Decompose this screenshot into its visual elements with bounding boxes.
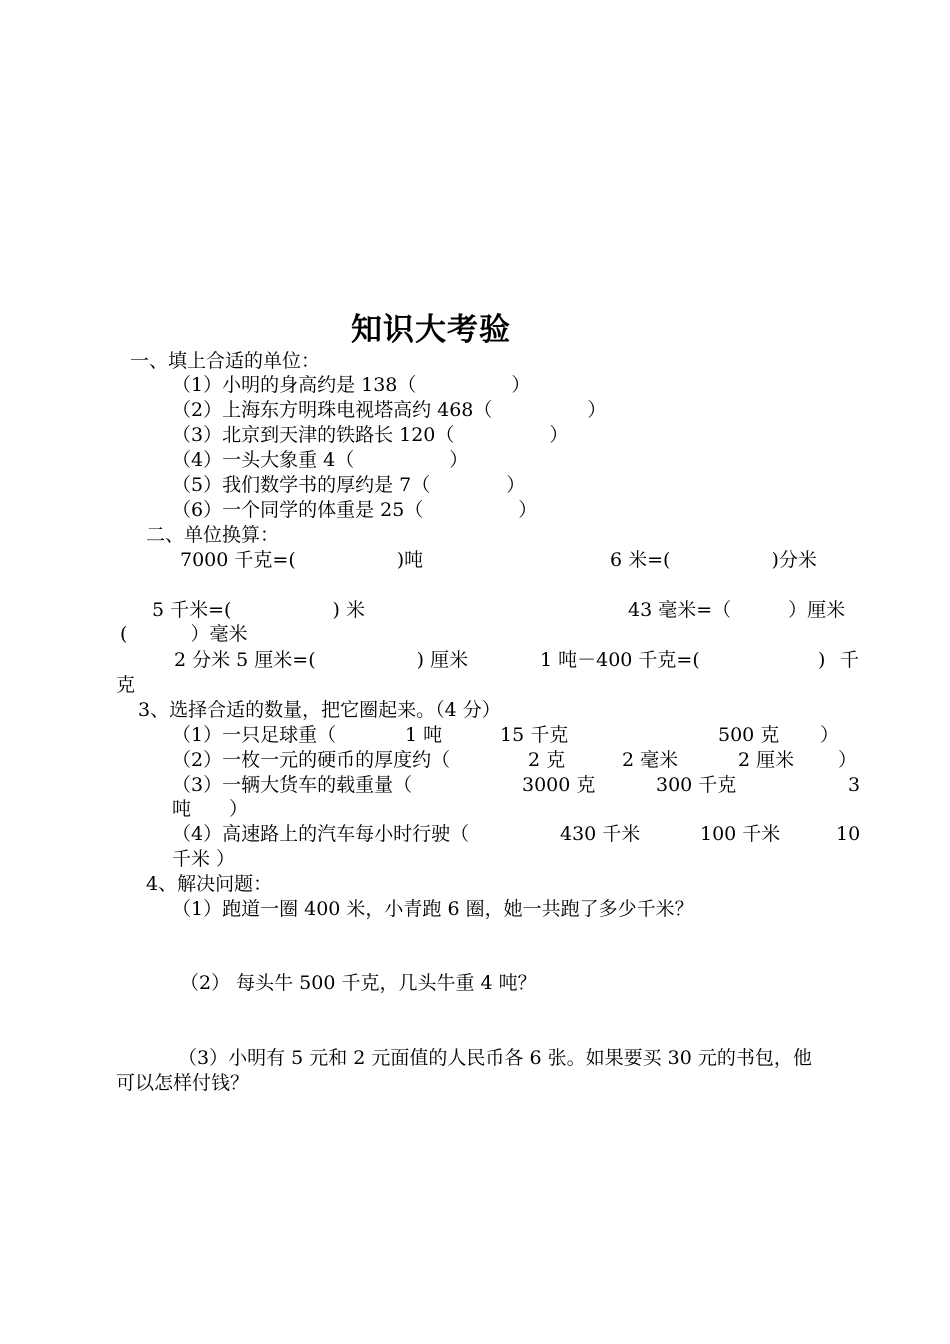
conversion-item: 5 千米=( ) 米 (152, 599, 365, 621)
choice-continuation: 吨 ） (172, 798, 249, 820)
section2-heading: 二、单位换算： (146, 524, 280, 546)
choice-option: 2 克 (528, 749, 566, 771)
choice-option: 2 厘米 (738, 749, 795, 771)
conversion-paren: ) (818, 649, 826, 671)
section1-heading: 一、填上合适的单位： (130, 350, 321, 372)
choice-option: 500 克 (718, 724, 780, 746)
conversion-item: 2 分米 5 厘米=( ) 厘米 (174, 649, 469, 671)
choice-option: 100 千米 (700, 823, 781, 845)
choice-continuation: 千米 ） (172, 848, 236, 870)
conversion-item: 6 米=( )分米 (610, 549, 817, 571)
section1-item: （1）小明的身高约是 138（ ） (172, 374, 531, 396)
conversion-item: ( ）毫米 (120, 623, 248, 645)
word-problem: （3）小明有 5 元和 2 元面值的人民币各 6 张。如果要买 30 元的书包，他 (178, 1047, 812, 1069)
choice-option: 10 (836, 823, 861, 845)
section3-heading: 3、选择合适的数量，把它圈起来。（4 分） (138, 699, 501, 721)
section4-heading: 4、解决问题： (146, 873, 273, 895)
choice-close: ） (838, 749, 858, 771)
conversion-unit: 千 (840, 649, 860, 671)
choice-option: 15 千克 (500, 724, 569, 746)
section1-item: （2）上海东方明珠电视塔高约 468（ ） (172, 399, 607, 421)
section1-item: （5）我们数学书的厚约是 7（ ） (172, 474, 526, 496)
choice-option: 300 千克 (656, 774, 737, 796)
choice-option: 1 吨 (405, 724, 443, 746)
choice-option: 430 千米 (560, 823, 641, 845)
section1-item: （4）一头大象重 4（ ） (172, 449, 469, 471)
choice-question: （3）一辆大货车的载重量（ (172, 774, 413, 796)
section1-item: （6）一个同学的体重是 25（ ） (172, 499, 538, 521)
conversion-item: 7000 千克=( )吨 (180, 549, 424, 571)
conversion-item: 1 吨－400 千克=( (540, 649, 700, 671)
choice-question: （1）一只足球重（ (172, 724, 337, 746)
conversion-item: 43 毫米=（ ）厘米 (628, 599, 846, 621)
choice-question: （4）高速路上的汽车每小时行驶（ (172, 823, 470, 845)
choice-option: 3000 克 (522, 774, 596, 796)
choice-close: ） (820, 724, 840, 746)
choice-option: 3 (848, 774, 861, 796)
word-problem-continuation: 可以怎样付钱？ (116, 1072, 250, 1094)
page-title: 知识大考验 (351, 312, 511, 348)
choice-option: 2 毫米 (622, 749, 679, 771)
word-problem: （1）跑道一圈 400 米，小青跑 6 圈，她一共跑了多少千米？ (172, 898, 694, 920)
conversion-unit: 克 (116, 674, 136, 696)
word-problem: （2） 每头牛 500 千克，几头牛重 4 吨？ (180, 972, 537, 994)
choice-question: （2）一枚一元的硬币的厚度约（ (172, 749, 451, 771)
section1-item: （3）北京到天津的铁路长 120（ ） (172, 424, 569, 446)
